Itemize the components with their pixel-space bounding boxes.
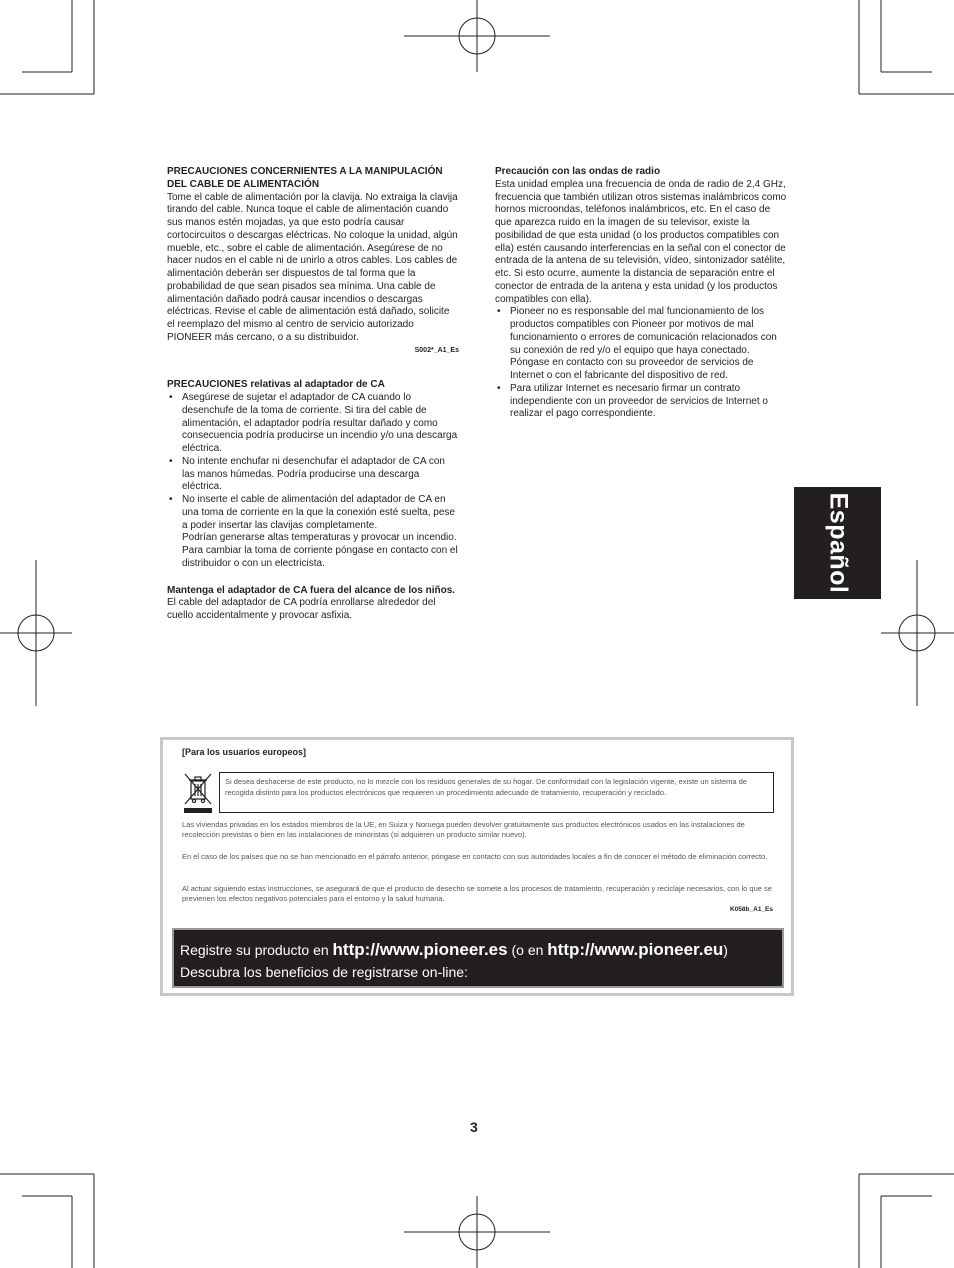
language-tab	[794, 487, 881, 599]
register-banner	[172, 928, 784, 988]
eu-notice-code: K058b_A1_Es	[730, 906, 773, 913]
register-middle: (o en	[507, 942, 548, 958]
eu-notice-paragraph: Las viviendas privadas en los estados miembros de la UE, en Suiza y Noruega pueden devolver gratuitamente sus productos electrónicos usados en las instalaciones de recolección previstas o bien en las instalaciones de minoristas (si adquieren un producto similar nuevo).	[182, 820, 745, 839]
ac-adapter-list	[167, 392, 459, 571]
register-prefix: Registre su producto en	[180, 942, 333, 958]
power-cord-body: Tome el cable de alimentación por la clavija. No extraiga la clavija tirando del cable. Nunca toque el cable de alimentación cuando sus manos estén mojadas, ya que esto podría causar cortocircuitos o descargas eléctricas. No coloque la unidad, algún mueble, etc., sobre el cable de alimentación. Asegúrese de no hacer nudos en el cable ni de unirlo a otros cables. Los cables de alimentación deberán ser dispuestos de tal forma que la probabilidad de que sean pisados sea mínima. Una cable de alimentación dañado podrá causar incendios o descargas eléctricas. Revise el cable de alimentación está dañado, solicite el reemplazo del mismo al centro de servicio autorizado PIONEER más cercano, o a su distribuidor.	[167, 191, 458, 343]
list-item: • No intente enchufar ni desenchufar el adaptador de CA con las manos húmedas. Podría producirse una descarga eléctrica.	[167, 456, 459, 494]
register-suffix: )	[723, 942, 728, 958]
radio-waves-body: Esta unidad emplea una frecuencia de onda de radio de 2,4 GHz, frecuencia que también utilizan otros sistemas inalámbricos como hornos microondas, teléfonos inalámbricos, etc. En el caso de que aparezca ruido en la imagen de su televisor, existe la posibilidad de que esta unidad (o los productos compatibles con ella) estén causando interferencias en la señal con el conector de entrada de la antena de su televisión, vídeo, sintonizador satélite, etc. Si esto ocurre, aumente la distancia de separación entre el conector de entrada de la antena y esta unidad (y los productos compatibles con ella).	[495, 178, 787, 305]
eu-disposal-notice	[160, 737, 794, 996]
list-item-extra: Para cambiar la toma de corriente póngase en contacto con el distribuidor o con un electricista.	[182, 545, 458, 569]
eu-notice-boxed-text: Si desea deshacerse de este producto, no lo mezcle con los residuos generales de su hogar. De conformidad con la legislación vigente, existe un sistema de recogida distinto para los productos electrónicos que requieren un procedimiento adecuado de tratamiento, recuperación y reciclado.	[219, 772, 774, 813]
children-heading: Mantenga el adaptador de CA fuera del alcance de los niños.	[167, 584, 456, 596]
list-item: • Pioneer no es responsable del mal funcionamiento de los productos compatibles con Pioneer por motivos de mal funcionamiento o errores de comunicación relacionados con su conexión de red y/o el equipo que haya conectado. Póngase en contacto con su proveedor de servicios de Internet o con el fabricante del dispositivo de red.	[495, 306, 789, 383]
pioneer-eu-link[interactable]: http://www.pioneer.eu	[547, 940, 724, 959]
left-column	[167, 166, 459, 623]
list-item: • Para utilizar Internet es necesario firmar un contrato independiente con un proveedor de servicios de Internet o realizar el pago correspondiente.	[495, 383, 789, 421]
power-cord-heading: PRECAUCIONES CONCERNIENTES A LA MANIPULACIÓN DEL CABLE DE ALIMENTACIÓN	[167, 166, 443, 190]
power-cord-code: S002*_A1_Es	[414, 346, 459, 354]
children-body: El cable del adaptador de CA podría enrollarse alrededor del cuello accidentalmente y provocar asfixia.	[167, 597, 436, 621]
list-item: • Asegúrese de sujetar el adaptador de CA cuando lo desenchufe de la toma de corriente. Si tira del cable de alimentación, el adaptador podría resultar dañado y como consecuencia podría producirse un incendio y/o una descarga eléctrica.	[167, 392, 459, 456]
register-line-2: Descubra los beneficios de registrarse on-line:	[180, 964, 468, 980]
register-line-1	[180, 939, 782, 961]
list-item	[167, 494, 459, 571]
eu-notice-paragraph: Al actuar siguiendo estas instrucciones, se asegurará de que el producto de desecho se somete a los procesos de tratamiento, recuperación y reciclaje necesarios, con lo que se previenen los efectos negativos potenciales para el entorno y la salud humana.	[182, 884, 772, 903]
list-item-extra: Podrían generarse altas temperaturas y provocar un incendio.	[182, 532, 457, 544]
right-column	[495, 166, 789, 421]
eu-notice-title: [Para los usuarios europeos]	[182, 747, 307, 757]
pioneer-es-link[interactable]: http://www.pioneer.es	[332, 940, 508, 959]
ac-adapter-heading: PRECAUCIONES relativas al adaptador de CA	[167, 379, 385, 391]
eu-notice-paragraph: En el caso de los países que no se han mencionado en el párrafo anterior, póngase en contacto con sus autoridades locales a fin de conocer el método de eliminación correcto.	[182, 852, 768, 861]
radio-waves-heading: Precaución con las ondas de radio	[495, 166, 661, 177]
list-item-text: No inserte el cable de alimentación del adaptador de CA en una toma de corriente en la que la conexión esté suelta, pese a poder insertar las clavijas completamente.	[182, 494, 455, 531]
crossed-bin-icon	[183, 772, 213, 814]
language-tab-label: Español	[824, 492, 852, 594]
page-number: 3	[470, 1119, 478, 1135]
radio-waves-list	[495, 306, 789, 421]
